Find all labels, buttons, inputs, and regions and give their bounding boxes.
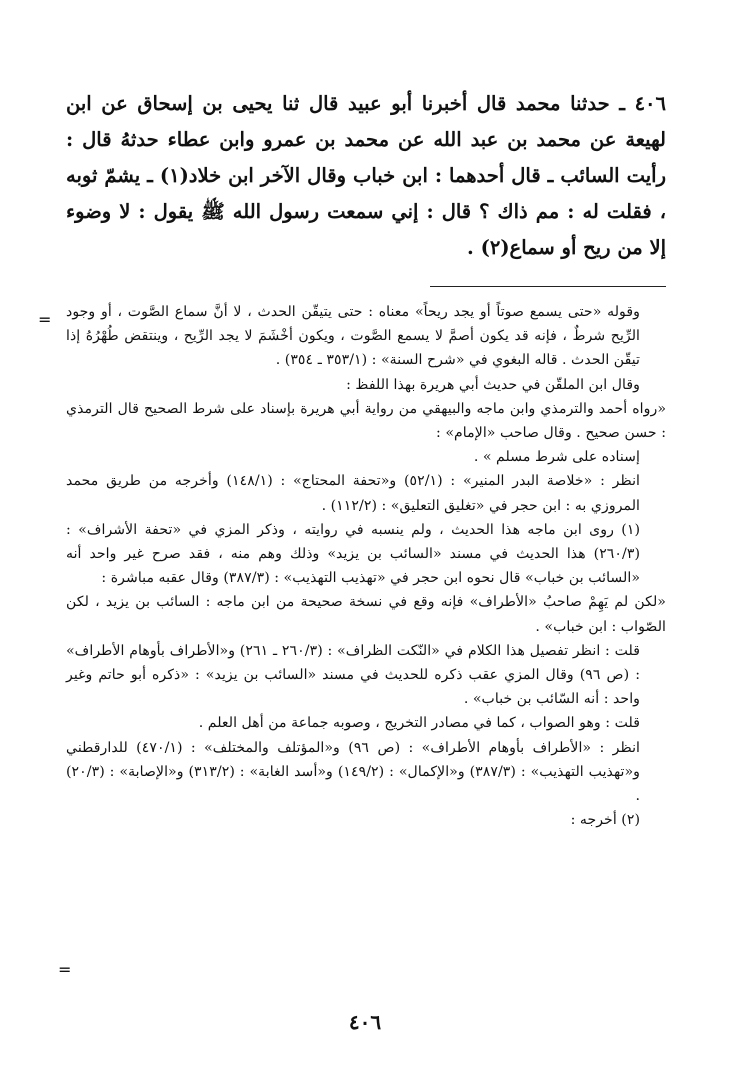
hadith-406: ٤٠٦ ـ حدثنا محمد قال أخبرنا أبو عبيد قال ثنا يحيى بن إسحاق عن ابن لهيعة عن محمد بن عبد الله عن محمد بن عمرو وابن عطاء حدثهُ قال : رأيت السائب ـ قال أحدهما : ابن خباب وقال الآخر ابن خلاد(١) ـ يشمّ ثوبه ، فقلت له : مم ذاك ؟ قال : إني سمعت رسول الله ﷺ يقول : لا وضوء إلا من ريح أو سماع(٢) . <box>66 92 666 259</box>
footnote-quote-end: إسناده على شرط مسلم » . <box>473 449 640 466</box>
footnote-1: (١) روى ابن ماجه هذا الحديث ، ولم ينسبه في روايته ، وذكر المزي في «تحفة الأشراف» : (٢٦٠/٣) هذا الحديث في مسند «السائب بن يزيد» وذلك وهم منه ، فقد صرح غير واحد أنه «السائب بن خباب» قال نحوه ابن حجر في «تهذيب التهذيب» : (٣٨٧/٣) وقال عقبه مباشرة : <box>66 521 640 587</box>
footnotes <box>66 300 666 832</box>
footnote-paragraph: وقوله «حتى يسمع صوتاً أو يجد ريحاً» معناه : حتى يتيقّن الحدث ، لا أنَّ سماع الصَّوت ، أو وجود الرِّيح شرطٌ ، فإنه قد يكون أصمَّ لا يسمع الصَّوت ، ويكون أخْشَمَ لا يجد الرِّيح ، وينتقض طُهْرُهُ إذا تيقّن الحدث . قاله البغوي في «شرح السنة» : (٣٥٣/١ ـ ٣٥٤) . <box>66 304 640 369</box>
footnote-paragraph: وقال ابن الملقّن في حديث أبي هريرة بهذا اللفظ : <box>346 376 640 393</box>
footnote-quote: «لكن لم يَهِمْ صاحبُ «الأطراف» فإنه وقع في نسخة صحيحة من ابن ماجه : السائب بن يزيد ، لكن الصّواب : ابن خباب» . <box>66 594 666 635</box>
footnote-2: (٢) أخرجه : <box>570 812 640 829</box>
footnote-separator <box>430 286 666 287</box>
footnote-paragraph: قلت : انظر تفصيل هذا الكلام في «النّكت الظراف» : (٢٦٠/٣ ـ ٢٦١) و«الأطراف بأوهام الأطراف» : (ص ٩٦) وقال المزي عقب ذكره للحديث في مسند «السائب بن يزيد» : «ذكره أبو حاتم وغير واحد : أنه السّائب بن خباب» . <box>66 642 641 708</box>
footnote-quote: «رواه أحمد والترمذي وابن ماجه والبيهقي من رواية أبي هريرة بإسناد على شرط الصحيح قال الترمذي : حسن صحيح . وقال صاحب «الإمام» : <box>66 400 666 442</box>
continuation-mark-top: = <box>38 310 52 329</box>
page-number: ٤٠٦ <box>348 1010 382 1034</box>
continuation-mark-bottom: = <box>58 960 72 979</box>
footnote-paragraph: انظر : «خلاصة البدر المنير» : (٥٢/١) و«تحفة المحتاج» : (١٤٨/١) وأخرجه من طريق محمد المروزي به : ابن حجر في «تغليق التعليق» : (١١٢/٢) . <box>66 473 640 514</box>
footnote-paragraph: انظر : «الأطراف بأوهام الأطراف» : (ص ٩٦) و«المؤتلف والمختلف» : (٤٧٠/١) للدارقطني و«تهذيب التهذيب» : (٣٨٧/٣) و«الإكمال» : (١٤٩/٢) و«أسد الغابة» : (٣١٣/٢) و«الإصابة» : (٢٠/٣) . <box>66 739 640 805</box>
main-text <box>66 86 666 266</box>
footnote-paragraph: قلت : وهو الصواب ، كما في مصادر التخريج ، وصوبه جماعة من أهل العلم . <box>198 715 640 732</box>
